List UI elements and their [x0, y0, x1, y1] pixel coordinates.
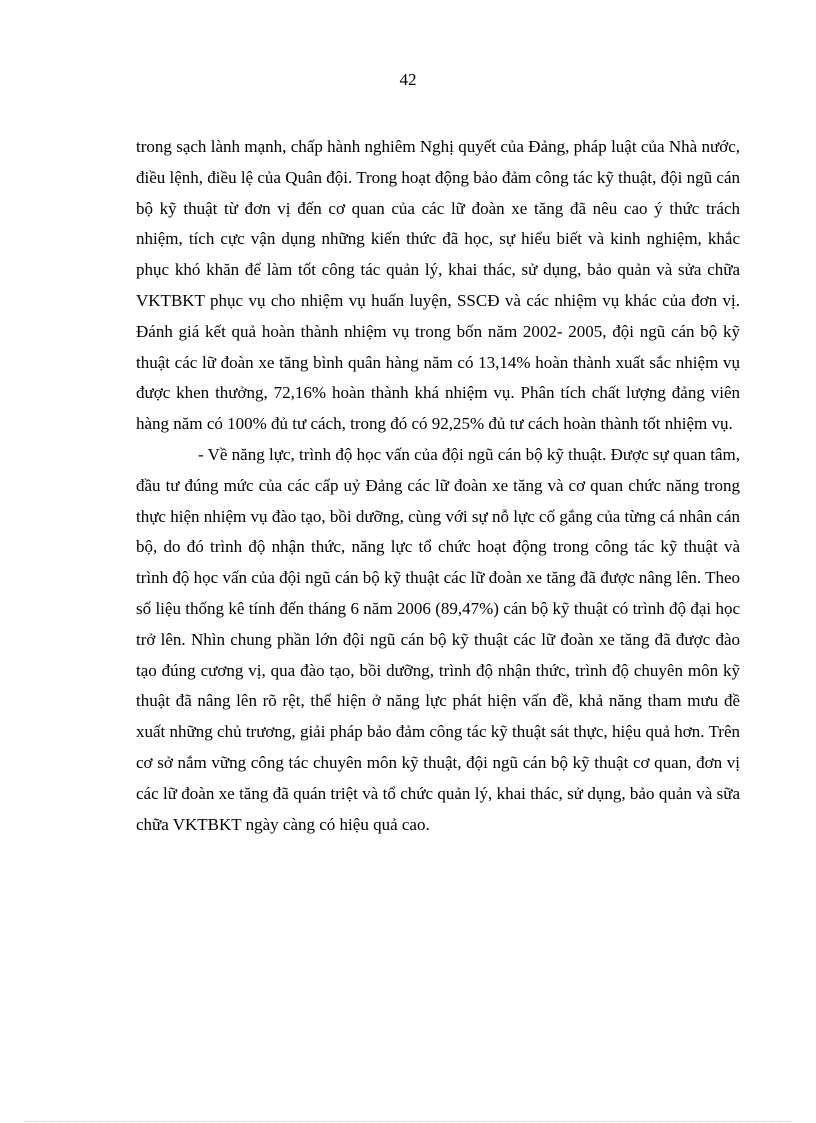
page-bottom-divider [24, 1121, 792, 1122]
page-number: 42 [399, 70, 417, 89]
document-body [136, 132, 740, 840]
paragraph-capability: - Về năng lực, trình độ học vấn của đội ngũ cán bộ kỹ thuật. Được sự quan tâm, đầu tư đúng mức của các cấp uỷ Đảng các lữ đoàn xe tăng và cơ quan chức năng trong thực hiện nhiệm vụ đào tạo, bồi dưỡng, cùng với sự nỗ lực cố gắng của từng cá nhân cán bộ, do đó trình độ nhận thức, năng lực tổ chức hoạt động trong công tác kỹ thuật và trình độ học vấn của đội ngũ cán bộ kỹ thuật các lữ đoàn xe tăng đã được nâng lên. Theo số liệu thống kê tính đến tháng 6 năm 2006 (89,47%) cán bộ kỹ thuật có trình độ đại học trở lên. Nhìn chung phần lớn đội ngũ cán bộ kỹ thuật các lữ đoàn xe tăng đã được đào tạo đúng cương vị, qua đào tạo, bồi dưỡng, trình độ nhận thức, trình độ chuyên môn kỹ thuật đã nâng lên rõ rệt, thể hiện ở năng lực phát hiện vấn đề, khả năng tham mưu đề xuất những chủ trương, giải pháp bảo đảm công tác kỹ thuật sát thực, hiệu quả hơn. Trên cơ sở nắm vững công tác chuyên môn kỹ thuật, đội ngũ cán bộ kỹ thuật cơ quan, đơn vị các lữ đoàn xe tăng đã quán triệt và tổ chức quản lý, khai thác, sử dụng, bảo quản và sữa chữa VKTBKT ngày càng có hiệu quả cao. [136, 444, 740, 834]
paragraph-continuation: trong sạch lành mạnh, chấp hành nghiêm Nghị quyết của Đảng, pháp luật của Nhà nước, điều lệnh, điều lệ của Quân đội. Trong hoạt động bảo đảm công tác kỹ thuật, đội ngũ cán bộ kỹ thuật từ đơn vị đến cơ quan của các lữ đoàn xe tăng đã nêu cao ý thức trách nhiệm, tích cực vận dụng những kiến thức đã học, sự hiểu biết và kinh nghiệm, khắc phục khó khăn để làm tốt công tác quản lý, khai thác, sử dụng, bảo quản và sửa chữa VKTBKT phục vụ cho nhiệm vụ huấn luyện, SSCĐ và các nhiệm vụ khác của đơn vị. Đánh giá kết quả hoàn thành nhiệm vụ trong bốn năm 2002- 2005, đội ngũ cán bộ kỹ thuật các lữ đoàn xe tăng bình quân hàng năm có 13,14% hoàn thành xuất sắc nhiệm vụ được khen thưởng, 72,16% hoàn thành khá nhiệm vụ. Phân tích chất lượng đảng viên hàng năm có 100% đủ tư cách, trong đó có 92,25% đủ tư cách hoàn thành tốt nhiệm vụ. [136, 137, 740, 434]
